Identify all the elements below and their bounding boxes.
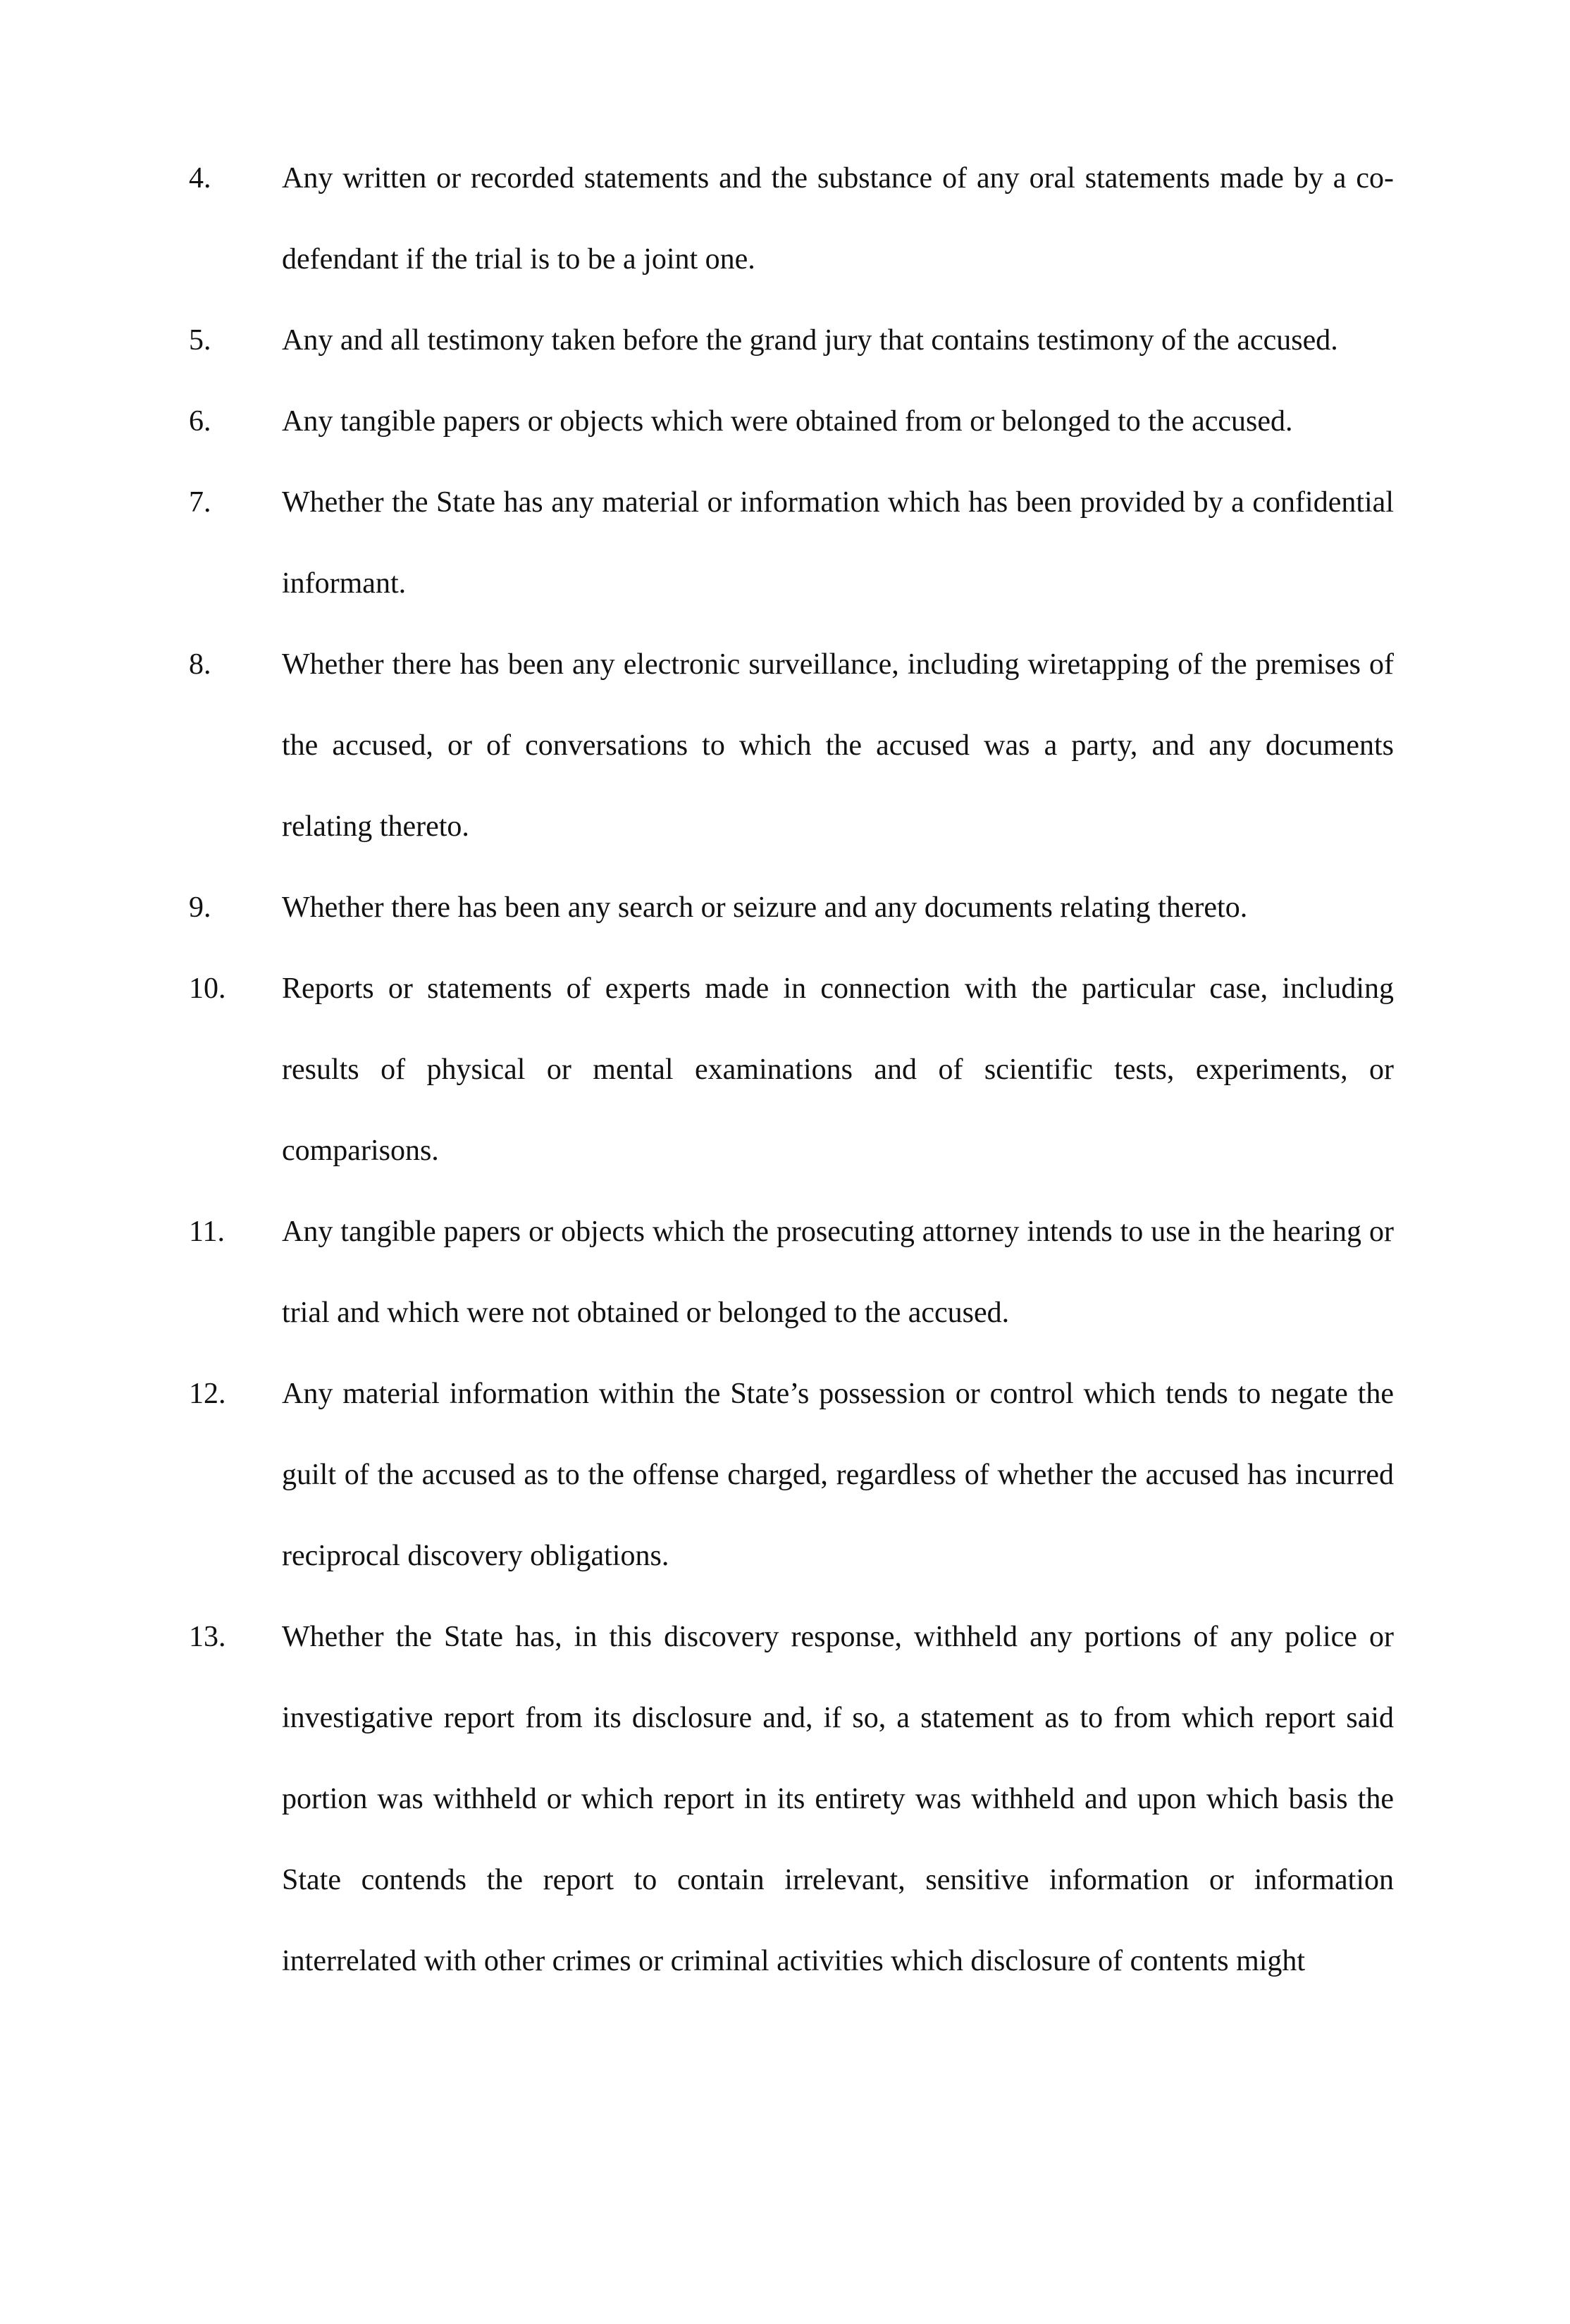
list-item xyxy=(189,138,1394,300)
list-item xyxy=(189,462,1394,624)
list-item xyxy=(189,1597,1394,2002)
list-item xyxy=(189,624,1394,867)
item-number: 4. xyxy=(189,162,211,194)
item-text: Any written or recorded statements and the substance of any oral statements made by a co-defendant if the trial is to be a joint one. xyxy=(282,162,1394,276)
item-number: 10. xyxy=(189,972,226,1005)
list-item xyxy=(189,300,1394,381)
item-text: Whether there has been any search or seizure and any documents relating thereto. xyxy=(282,891,1248,924)
discovery-request-list xyxy=(189,138,1394,2002)
item-text: Whether there has been any electronic surveillance, including wiretapping of the premises of the accused, or of conversations to which the accused was a party, and any documents relating thereto. xyxy=(282,648,1394,843)
list-item xyxy=(189,1354,1394,1597)
list-item xyxy=(189,1192,1394,1354)
item-text: Any tangible papers or objects which the prosecuting attorney intends to use in the hearing or trial and which were not obtained or belonged to the accused. xyxy=(282,1216,1394,1329)
item-text: Whether the State has any material or information which has been provided by a confidential informant. xyxy=(282,486,1394,600)
item-number: 13. xyxy=(189,1621,226,1653)
item-number: 9. xyxy=(189,891,211,924)
item-number: 8. xyxy=(189,648,211,681)
list-item xyxy=(189,381,1394,462)
item-number: 12. xyxy=(189,1378,226,1410)
item-number: 5. xyxy=(189,324,211,357)
item-text: Reports or statements of experts made in connection with the particular case, including results of physical or mental examinations and of scientific tests, experiments, or comparisons. xyxy=(282,972,1394,1167)
item-text: Whether the State has, in this discovery response, withheld any portions of any police or investigative report from its disclosure and, if so, a statement as to from which report said portion was withheld or which report in its entirety was withheld and upon which basis the State contends the report to contain irrelevant, sensitive information or information interrelated with other crimes or criminal activities which disclosure of contents might xyxy=(282,1621,1394,1977)
item-number: 11. xyxy=(189,1216,225,1248)
item-text: Any and all testimony taken before the grand jury that contains testimony of the accused. xyxy=(282,324,1338,357)
item-text: Any tangible papers or objects which were obtained from or belonged to the accused. xyxy=(282,405,1293,438)
list-item xyxy=(189,867,1394,948)
item-number: 6. xyxy=(189,405,211,438)
list-item xyxy=(189,948,1394,1192)
item-number: 7. xyxy=(189,486,211,519)
item-text: Any material information within the State’s possession or control which tends to negate the guilt of the accused as to the offense charged, regardless of whether the accused has incurred reciprocal discovery obligations. xyxy=(282,1378,1394,1572)
